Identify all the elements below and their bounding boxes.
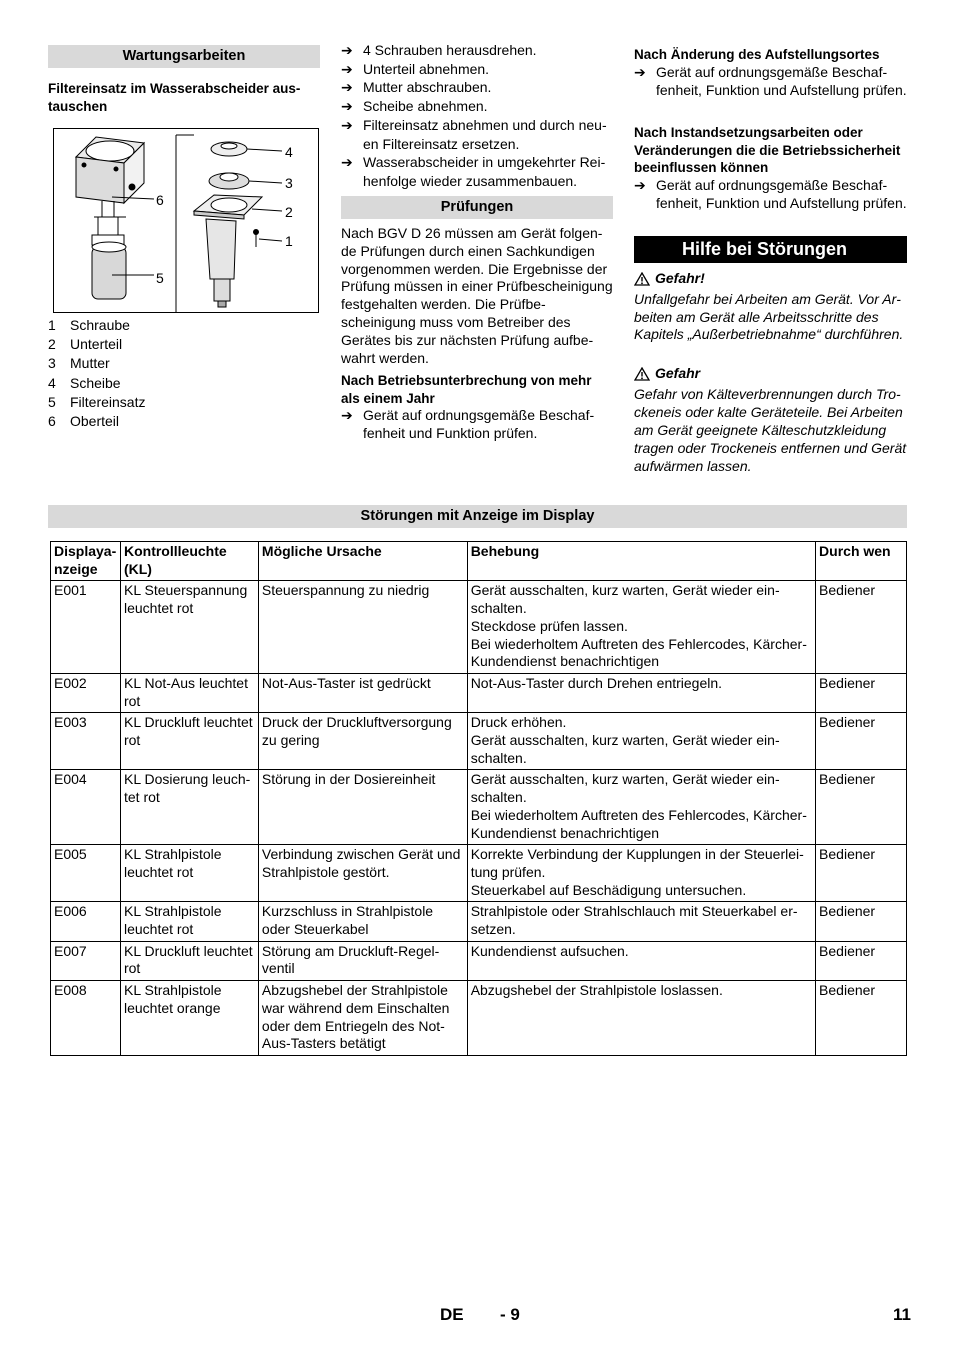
arrow-icon: ➔ bbox=[341, 42, 353, 58]
cell-durch-wen: Bediener bbox=[816, 770, 907, 845]
table-row bbox=[51, 941, 907, 980]
cell-durch-wen: Bediener bbox=[816, 981, 907, 1056]
header-ursache: Mögliche Ursache bbox=[258, 542, 467, 581]
cell-displayanzeige: E004 bbox=[51, 770, 121, 845]
subheading-aufstellungsort: Nach Änderung des Aufstellungsortes bbox=[634, 47, 880, 62]
cell-ursache: Steuerspannung zu niedrig bbox=[258, 581, 467, 674]
cell-ursache: Verbindung zwischen Gerät und Strahlpistole gestört. bbox=[258, 845, 467, 902]
step-item: ➔ Scheibe abnehmen. bbox=[341, 98, 488, 115]
fault-table bbox=[50, 541, 907, 1056]
cell-durch-wen: Bediener bbox=[816, 941, 907, 980]
betriebsunterbrechung-item: ➔ Gerät auf ordnungsgemäße Beschaffenheit und Funktion prüfen. bbox=[341, 407, 595, 441]
cell-behebung: Druck erhöhen. Gerät ausschalten, kurz warten, Gerät wieder einschalten. bbox=[467, 713, 815, 770]
cell-durch-wen: Bediener bbox=[816, 673, 907, 712]
step-item: ➔ Filtereinsatz abnehmen und durch neuen Filtereinsatz ersetzen. bbox=[341, 116, 607, 152]
legend-list bbox=[48, 316, 320, 431]
arrow-icon: ➔ bbox=[634, 177, 646, 193]
warning-2-title-row: Gefahr bbox=[634, 365, 907, 383]
warning-2-text: Gefahr von Kälteverbrennungen durch Trockeneis oder kalte Geräteteile. Bei Arbeiten am Gerät geeignete Kälteschutzkleidung tragen oder Trockeneis entfernen und Gerät aufwärmen lassen. bbox=[634, 386, 907, 474]
cell-kontrollleuchte: KL Strahlpistole leuchtet rot bbox=[120, 845, 258, 902]
callout-1: 1 bbox=[285, 233, 293, 249]
table-row bbox=[51, 713, 907, 770]
table-row bbox=[51, 770, 907, 845]
cell-ursache: Not-Aus-Taster ist gedrückt bbox=[258, 673, 467, 712]
callout-4: 4 bbox=[285, 144, 293, 160]
section-title-stoerungen: Störungen mit Anzeige im Display bbox=[48, 505, 907, 528]
warning-triangle-icon bbox=[634, 367, 650, 381]
table-header-row bbox=[51, 542, 907, 581]
header-behebung: Behebung bbox=[467, 542, 815, 581]
cell-durch-wen: Bediener bbox=[816, 902, 907, 941]
instandsetzung-item: ➔ Gerät auf ordnungsgemäße Beschaffenheit, Funktion und Aufstellung prüfen. bbox=[634, 177, 907, 211]
cell-kontrollleuchte: KL Steuerspannung leuchtet rot bbox=[120, 581, 258, 674]
cell-displayanzeige: E007 bbox=[51, 941, 121, 980]
legend-item: 5 Filtereinsatz bbox=[48, 393, 146, 410]
cell-kontrollleuchte: KL Dosierung leuchtet rot bbox=[120, 770, 258, 845]
footer-section-page: - 9 bbox=[500, 1305, 520, 1324]
pruefungen-paragraph: Nach BGV D 26 müssen am Gerät folgende Prüfungen durch einen Sachkundigen vorgenommen werden. Die Ergebnisse der Prüfung müssen in einer Prüfbescheinigung festgehalten werden. Die Prüfbescheinigung muss vom Betreiber des Gerätes bis zur nächsten Prüfung aufbewahrt werden. bbox=[341, 225, 613, 366]
cell-ursache: Abzugshebel der Strahlpistole war während dem Einschalten oder dem Entriegeln des Not-Aus-Tasters betätigt bbox=[258, 981, 467, 1056]
cell-kontrollleuchte: KL Not-Aus leuchtet rot bbox=[120, 673, 258, 712]
subheading-instandsetzung: Nach Instandsetzungsarbeiten oder Veränderungen die die Betriebssicherheit beeinflussen können bbox=[634, 125, 901, 175]
section-title-wartungsarbeiten: Wartungsarbeiten bbox=[48, 45, 320, 68]
cell-displayanzeige: E001 bbox=[51, 581, 121, 674]
cell-behebung: Korrekte Verbindung der Kupplungen in der Steuerleitung prüfen. Steuerkabel auf Beschädigung untersuchen. bbox=[467, 845, 815, 902]
legend-item: 3 Mutter bbox=[48, 355, 110, 372]
arrow-icon: ➔ bbox=[341, 60, 353, 77]
header-durch-wen: Durch wen bbox=[816, 542, 907, 581]
cell-durch-wen: Bediener bbox=[816, 845, 907, 902]
cell-displayanzeige: E005 bbox=[51, 845, 121, 902]
warning-1-text: Unfallgefahr bei Arbeiten am Gerät. Vor Arbeiten am Gerät alle Arbeitsschritte des Kapitels „Außerbetriebnahme“ durchführen. bbox=[634, 291, 904, 343]
arrow-icon: ➔ bbox=[341, 407, 353, 423]
subheading-filtereinsatz: Filtereinsatz im Wasserabscheider austauschen bbox=[48, 81, 301, 114]
legend-item: 2 Unterteil bbox=[48, 336, 123, 353]
fault-table-body bbox=[51, 581, 907, 1056]
cell-behebung: Gerät ausschalten, kurz warten, Gerät wieder einschalten. Bei wiederholtem Auftreten des Fehlercodes, Kärcher-Kundendienst benachrichtigen bbox=[467, 770, 815, 845]
header-displayanzeige: Displayanzeige bbox=[51, 542, 121, 581]
cell-behebung: Kundendienst aufsuchen. bbox=[467, 941, 815, 980]
table-row bbox=[51, 845, 907, 902]
aufstellungsort-item: ➔ Gerät auf ordnungsgemäße Beschaffenheit, Funktion und Aufstellung prüfen. bbox=[634, 64, 907, 98]
arrow-icon: ➔ bbox=[341, 79, 353, 96]
footer-lang: DE bbox=[440, 1305, 464, 1324]
warning-1-title-row: Gefahr! bbox=[634, 270, 907, 288]
cell-ursache: Störung in der Dosiereinheit bbox=[258, 770, 467, 845]
cell-behebung: Strahlpistole oder Strahlschlauch mit Steuerkabel ersetzen. bbox=[467, 902, 815, 941]
arrow-icon: ➔ bbox=[634, 64, 646, 80]
step-item: ➔ Mutter abschrauben. bbox=[341, 79, 492, 96]
step-item: ➔ 4 Schrauben herausdrehen. bbox=[341, 42, 537, 58]
cell-kontrollleuchte: KL Strahlpistole leuchtet rot bbox=[120, 902, 258, 941]
table-row bbox=[51, 673, 907, 712]
table-row bbox=[51, 581, 907, 674]
cell-kontrollleuchte: KL Druckluft leuchtet rot bbox=[120, 713, 258, 770]
callout-5: 5 bbox=[156, 270, 164, 286]
callout-2: 2 bbox=[285, 204, 293, 220]
cell-ursache: Druck der Druckluftversorgung zu gering bbox=[258, 713, 467, 770]
subheading-betriebsunterbrechung: Nach Betriebsunterbrechung von mehr als einem Jahr bbox=[341, 373, 592, 406]
cell-behebung: Gerät ausschalten, kurz warten, Gerät wieder einschalten. Steckdose prüfen lassen. Bei wiederholtem Auftreten des Fehlercodes, Kärcher-Kundendienst benachrichtigen bbox=[467, 581, 815, 674]
cell-durch-wen: Bediener bbox=[816, 581, 907, 674]
arrow-icon: ➔ bbox=[341, 116, 353, 133]
legend-item: 1 Schraube bbox=[48, 317, 130, 333]
cell-ursache: Störung am Druckluft-Regelventil bbox=[258, 941, 467, 980]
cell-behebung: Not-Aus-Taster durch Drehen entriegeln. bbox=[467, 673, 815, 712]
header-kontrollleuchte: Kontrollleuchte (KL) bbox=[120, 542, 258, 581]
cell-ursache: Kurzschluss in Strahlpistole oder Steuerkabel bbox=[258, 902, 467, 941]
section-title-hilfe: Hilfe bei Störungen bbox=[634, 236, 907, 263]
legend-item: 4 Scheibe bbox=[48, 374, 121, 391]
cell-displayanzeige: E002 bbox=[51, 673, 121, 712]
step-item: ➔ Wasserabscheider in umgekehrter Reihenfolge wieder zusammenbauen. bbox=[341, 154, 606, 189]
cell-kontrollleuchte: KL Strahlpistole leuchtet orange bbox=[120, 981, 258, 1056]
cell-displayanzeige: E003 bbox=[51, 713, 121, 770]
arrow-icon: ➔ bbox=[341, 154, 353, 171]
footer-page-number: 11 bbox=[893, 1305, 911, 1324]
step-item: ➔ Unterteil abnehmen. bbox=[341, 60, 490, 77]
arrow-icon: ➔ bbox=[341, 98, 353, 115]
callout-6: 6 bbox=[156, 192, 164, 208]
cell-behebung: Abzugshebel der Strahlpistole loslassen. bbox=[467, 981, 815, 1056]
cell-displayanzeige: E008 bbox=[51, 981, 121, 1056]
table-row bbox=[51, 981, 907, 1056]
filter-figure bbox=[53, 128, 319, 313]
cell-kontrollleuchte: KL Druckluft leuchtet rot bbox=[120, 941, 258, 980]
section-title-pruefungen: Prüfungen bbox=[341, 196, 613, 219]
table-row bbox=[51, 902, 907, 941]
legend-item: 6 Oberteil bbox=[48, 413, 120, 430]
cell-displayanzeige: E006 bbox=[51, 902, 121, 941]
cell-durch-wen: Bediener bbox=[816, 713, 907, 770]
callout-3: 3 bbox=[285, 175, 293, 191]
water-separator-illustration bbox=[54, 129, 318, 312]
steps-list bbox=[341, 41, 613, 191]
warning-triangle-icon bbox=[634, 272, 650, 286]
